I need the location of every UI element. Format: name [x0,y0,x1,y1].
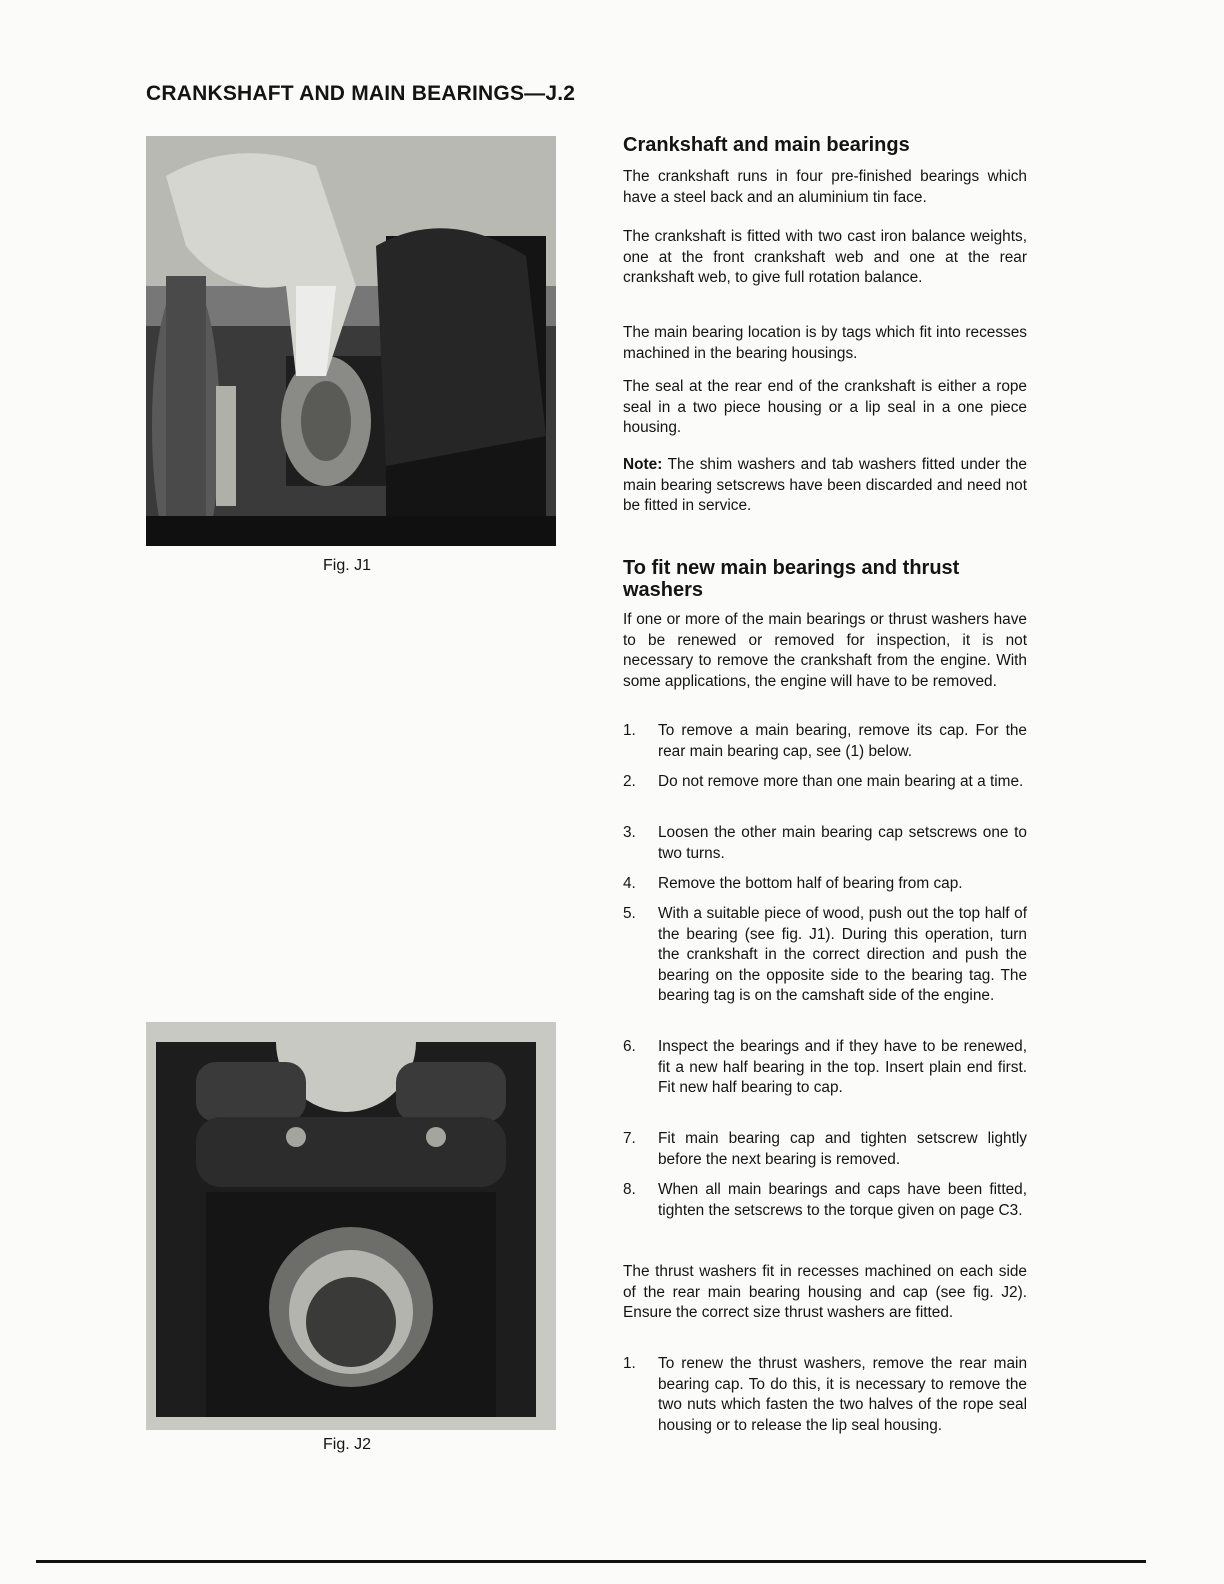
list-number: 3. [623,824,636,841]
list-item [623,772,1027,793]
figure-j1-caption: Fig. J1 [323,557,372,574]
list-number: 5. [623,905,636,922]
list-item [623,1129,1027,1170]
figure-j2-caption: Fig. J2 [323,1436,372,1453]
list-item [623,721,1027,762]
figure-j2-photo [146,1022,556,1430]
list-item [623,1037,1027,1099]
list-number: 1. [623,1355,636,1372]
section-heading-crankshaft: Crankshaft and main bearings [623,134,910,156]
note-paragraph [623,455,1027,517]
footer-rule [36,1560,1146,1563]
crankshaft-bearing-photo-icon [146,136,556,546]
list-number: 8. [623,1181,636,1198]
list-item [623,874,1027,895]
list-item [623,823,1027,864]
note-text: The shim washers and tab washers fitted under the main bearing setscrews have been discarded and need not be fitted in service. [623,456,1027,515]
list-text: To renew the thrust washers, remove the rear main bearing cap. To do this, it is necessary to remove the two nuts which fasten the two halves of the rope seal housing or to release the lip seal housing. [658,1355,1027,1434]
section-heading-fit-bearings: To fit new main bearings and thrust washers [623,557,960,601]
bearing-housing-photo-icon [146,1022,556,1430]
list-text: Do not remove more than one main bearing at a time. [658,773,1024,790]
paragraph: The seal at the rear end of the crankshaft is either a rope seal in a two piece housing or a lip seal in a one piece housing. [623,378,1027,437]
list-text: When all main bearings and caps have been fitted, tighten the setscrews to the torque given on page C3. [658,1181,1027,1219]
list-text: With a suitable piece of wood, push out the top half of the bearing (see fig. J1). During this operation, turn the crankshaft in the correct direction and push the bearing on the opposite side to the bearing tag. The bearing tag is on the camshaft side of the engine. [658,905,1027,1005]
list-text: To remove a main bearing, remove its cap. For the rear main bearing cap, see (1) below. [658,722,1027,760]
figure-j1-photo [146,136,556,546]
list-item [623,1354,1027,1436]
paragraph: The thrust washers fit in recesses machined on each side of the rear main bearing housing and cap (see fig. J2). Ensure the correct size thrust washers are fitted. [623,1263,1027,1322]
list-number: 4. [623,875,636,892]
list-text: Fit main bearing cap and tighten setscrew lightly before the next bearing is removed. [658,1130,1027,1168]
list-number: 6. [623,1038,636,1055]
list-number: 2. [623,773,636,790]
list-item [623,1180,1027,1221]
paragraph: The main bearing location is by tags which fit into recesses machined in the bearing housings. [623,324,1027,362]
list-item [623,904,1027,1007]
list-text: Remove the bottom half of bearing from cap. [658,875,963,892]
note-label: Note: [623,456,663,473]
page-title: CRANKSHAFT AND MAIN BEARINGS—J.2 [146,82,576,105]
list-text: Loosen the other main bearing cap setscrews one to two turns. [658,824,1027,862]
list-number: 1. [623,722,636,739]
list-text: Inspect the bearings and if they have to be renewed, fit a new half bearing in the top. Insert plain end first. Fit new half bearing to cap. [658,1038,1027,1097]
list-number: 7. [623,1130,636,1147]
paragraph: If one or more of the main bearings or thrust washers have to be renewed or removed for inspection, it is not necessary to remove the crankshaft from the engine. With some applications, the engine will have to be removed. [623,611,1027,690]
paragraph: The crankshaft is fitted with two cast iron balance weights, one at the front crankshaft web and one at the rear crankshaft web, to give full rotation balance. [623,228,1027,287]
paragraph: The crankshaft runs in four pre-finished bearings which have a steel back and an aluminium tin face. [623,168,1027,206]
